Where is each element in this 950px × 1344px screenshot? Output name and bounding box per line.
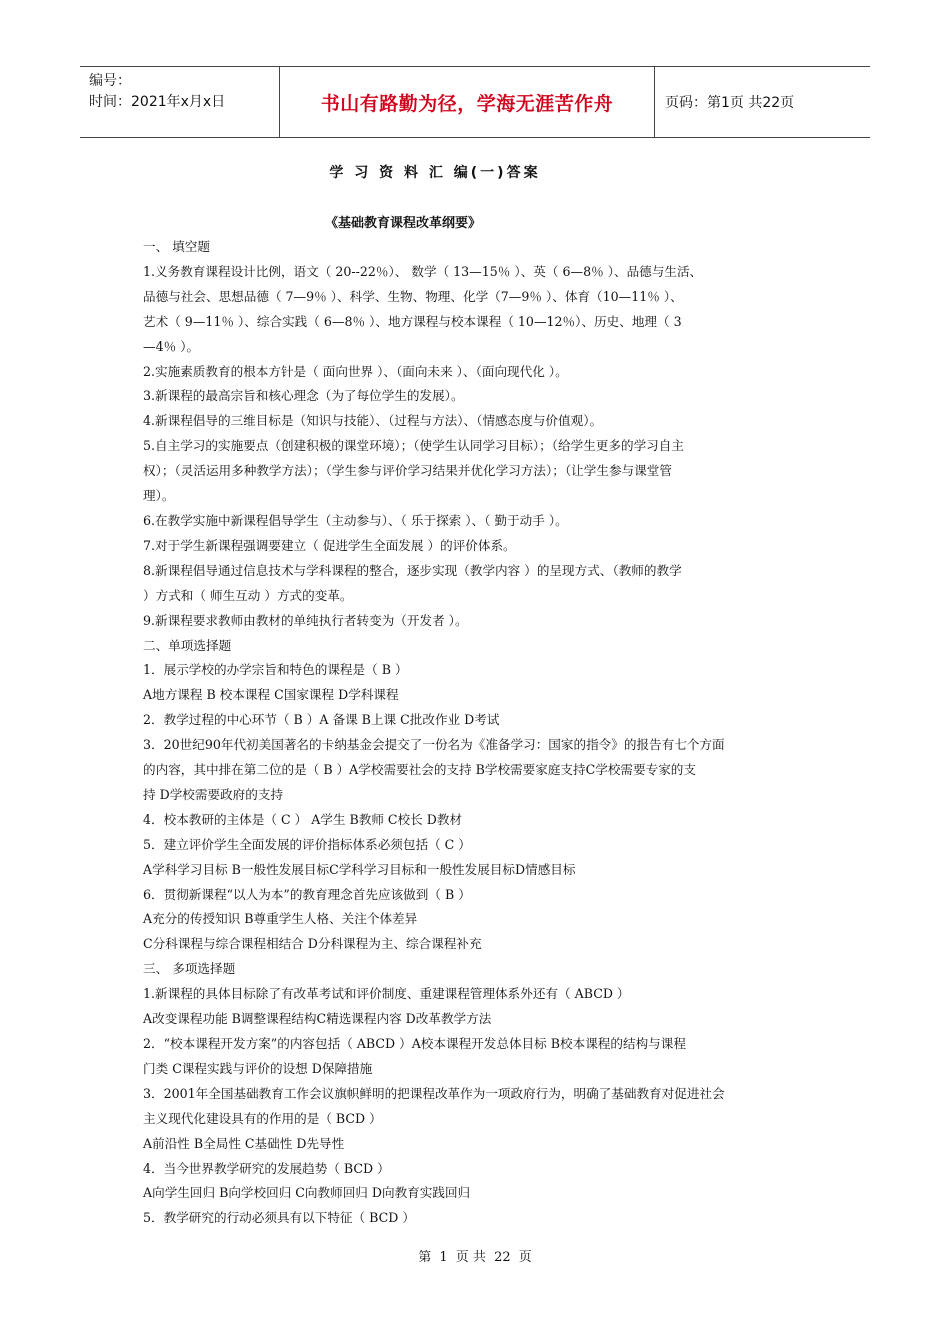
page-footer [0,1246,950,1265]
text-line: 的内容，其中排在第二位的是（ B ）A学校需要社会的支持 B学校需要家庭支持C学校需要专家的支 [143,762,696,778]
footer-middle: 页 共 [455,1250,486,1265]
text-line: 7.对于学生新课程强调要建立（ 促进学生全面发展 ）的评价体系。 [143,537,516,553]
header-motto: 书山有路勤为径，学海无涯苦作舟 [280,67,655,137]
text-line: 6.在教学实施中新课程倡导学生（主动参与）、（ 乐于探索 ）、（ 勤于动手 ）。 [143,512,568,528]
footer-suffix: 页 [518,1250,532,1265]
footer-page-number: 1 [439,1250,448,1265]
text-line: A学科学习目标 B一般性发展目标C学科学习目标和一般性发展目标D情感目标 [143,861,576,877]
text-line: A充分的传授知识 B尊重学生人格、关注个体差异 [143,911,418,927]
text-line: 主义现代化建设具有的作用的是（ BCD ） [143,1110,382,1126]
text-line: C分科课程与综合课程相结合 D分科课程为主、综合课程补充 [143,936,482,952]
text-line: ）方式和（ 师生互动 ）方式的变革。 [143,587,353,603]
text-line: 艺术（ 9—11％ ）、综合实践（ 6—8％ ）、地方课程与校本课程（ 10—12％）、历史、地理（ 3 [143,313,682,329]
text-line: A前沿性 B全局性 C基础性 D先导性 [143,1135,345,1151]
text-line: 3．20世纪90年代初美国著名的卡纳基金会提交了一份名为《准备学习：国家的指令》的报告有七个方面 [143,737,725,753]
text-line: 2．教学过程的中心环节（ B ）A 备课 B上课 C批改作业 D考试 [143,712,500,728]
text-line: 3．2001年全国基础教育工作会议旗帜鲜明的把课程改革作为一项政府行为，明确了基础教育对促进社会 [143,1085,725,1101]
header-page-info: 页码：第1页 共22页 [665,95,795,111]
text-line: 5．教学研究的行动必须具有以下特征（ BCD ） [143,1210,415,1226]
text-line: 5.自主学习的实施要点（创建积极的课堂环境）；（使学生认同学习目标）；（给学生更多的学习自主 [143,438,684,454]
text-line: 9.新课程要求教师由教材的单纯执行者转变为（开发者 ）。 [143,612,468,628]
text-line: 一、 填空题 [143,239,210,254]
footer-total-pages: 22 [494,1250,511,1265]
text-line: 2．“校本课程开发方案”的内容包括（ ABCD ）A校本课程开发总体目标 B校本课程的结构与课程 [143,1036,686,1051]
document-title: 学 习 资 料 汇 编(一)答案 [329,165,541,181]
text-line: 5．建立评价学生全面发展的评价指标体系必须包括（ C ） [143,836,471,852]
document-body [143,235,813,1231]
text-line: 4.新课程倡导的三维目标是（知识与技能）、（过程与方法）、（情感态度与价值观）。 [143,413,603,429]
text-line: 权）；（灵活运用多种教学方法）；（学生参与评价学习结果并优化学习方法）；（让学生参与课堂管 [143,463,672,479]
text-line: 1.义务教育课程设计比例，语文（ 20--22％）、 数学（ 13—15％ ）、英（ 6—8％ ）、品德与生活、 [143,263,703,279]
text-line: 品德与社会、思想品德（ 7—9％ ）、科学、生物、物理、化学（7—9％ ）、体育（10—11％ ）、 [143,288,683,304]
text-line: 二、单项选择题 [143,637,232,653]
text-line: A向学生回归 B向学校回归 C向教师回归 D向教育实践回归 [143,1185,471,1201]
text-line: 理）。 [143,488,175,504]
document-subtitle: 《基础教育课程改革纲要》 [325,216,482,231]
text-line: A地方课程 B 校本课程 C国家课程 D学科课程 [143,687,399,703]
text-line: A改变课程功能 B调整课程结构C精选课程内容 D改革教学方法 [143,1011,492,1027]
text-line: —4％ ）。 [143,338,200,354]
text-line: 1．展示学校的办学宗旨和特色的课程是（ B ） [143,662,408,678]
text-line: 门类 C课程实践与评价的设想 D保障措施 [143,1060,373,1076]
text-line: 2.实施素质教育的根本方针是（ 面向世界 ）、（面向未来 ）、（面向现代化 ）。 [143,363,568,379]
header-date: 时间：2021年x月x日 [89,94,226,110]
text-line: 3.新课程的最高宗旨和核心理念（为了每位学生的发展）。 [143,388,464,404]
text-line: 4．当今世界教学研究的发展趋势（ BCD ） [143,1160,390,1176]
footer-prefix: 第 [418,1250,432,1265]
text-line: 8.新课程倡导通过信息技术与学科课程的整合，逐步实现（教学内容 ）的呈现方式、（教师的教学 [143,562,682,578]
header-meta [80,67,280,137]
page-header [80,66,870,138]
text-line: 4．校本教研的主体是（ C ） A学生 B教师 C校长 D教材 [143,811,463,827]
text-line: 持 D学校需要政府的支持 [143,786,284,802]
text-line: 三、 多项选择题 [143,961,236,977]
text-line: 1.新课程的具体目标除了有改革考试和评价制度、重建课程管理体系外还有（ ABCD ） [143,986,630,1002]
text-line: 6．贯彻新课程“以人为本”的教育理念首先应该做到（ B ） [143,886,471,902]
header-number-label: 编号： [89,73,131,89]
